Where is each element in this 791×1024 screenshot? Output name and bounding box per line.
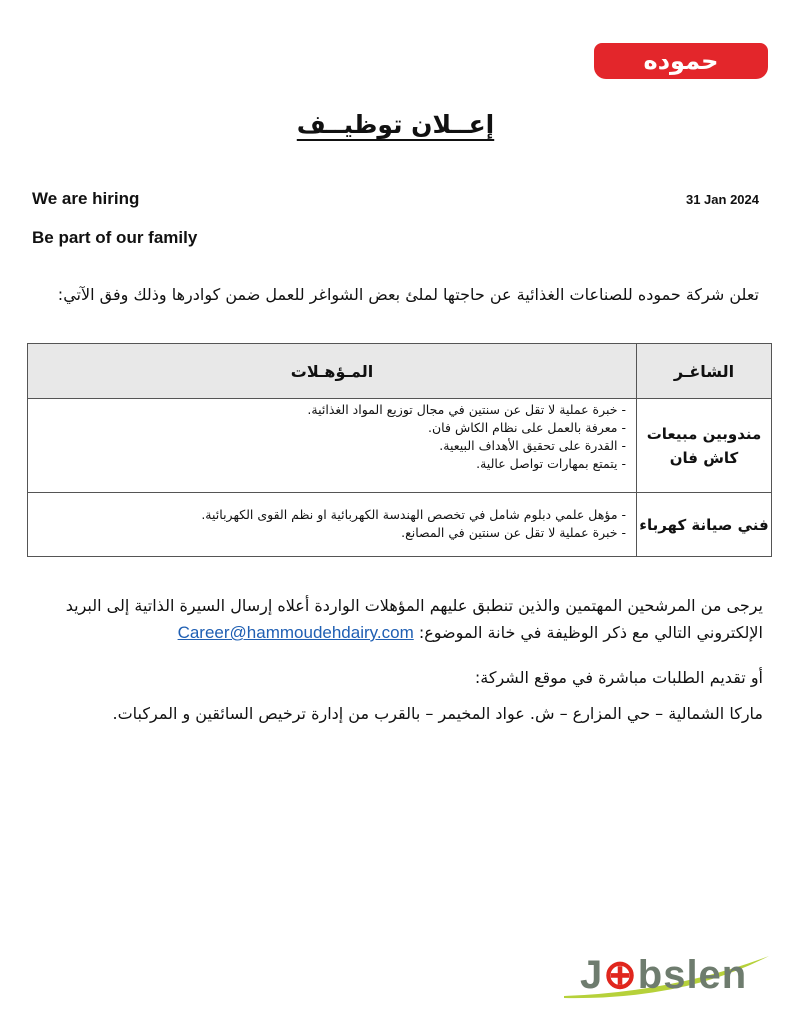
position-title: مندوبين مبيعات [646, 424, 762, 443]
table-row [28, 493, 772, 557]
position-title-line2: كاش فان [669, 448, 739, 467]
watermark-text: J⊕bslen [580, 953, 748, 997]
crosshair-icon: ⊕ [603, 953, 638, 997]
qualification-item: - مؤهل علمي دبلوم شامل في تخصص الهندسة الكهربائية او نظم القوى الكهربائية. [201, 507, 626, 522]
announcement-date: 31 Jan 2024 [685, 192, 759, 207]
position-title: فني صيانة كهرباء [639, 515, 769, 534]
position-cell [637, 399, 772, 493]
qualification-item: - القدرة على تحقيق الأهداف البيعية. [439, 438, 626, 453]
position-cell [637, 493, 772, 557]
company-logo: حموده [594, 43, 768, 79]
direct-apply-text: أو تقديم الطلبات مباشرة في موقع الشركة: [474, 668, 763, 687]
hiring-heading: We are hiring [32, 189, 140, 208]
email-link[interactable]: Career@hammoudehdairy.com [177, 623, 414, 642]
header-qualifications: المـؤهـلات [28, 344, 637, 399]
family-tagline: Be part of our family [32, 228, 198, 247]
qualifications-cell [28, 493, 637, 557]
company-address: ماركا الشمالية – حي المزارع – ش. عواد المخيمر – بالقرب من إدارة ترخيص السائقين و المركبات. [112, 704, 763, 723]
header-position: الشاغـر [637, 344, 772, 399]
apply-line-1: يرجى من المرشحين المهتمين والذين تنطبق عليهم المؤهلات الواردة أعلاه إرسال السيرة الذاتية إلى البريد [65, 596, 763, 615]
intro-paragraph: تعلن شركة حموده للصناعات الغذائية عن حاجتها لملئ بعض الشواغر للعمل ضمن كوادرها وذلك وفق الآتي: [57, 285, 759, 304]
table-header-row [28, 344, 772, 399]
application-instructions [30, 592, 763, 646]
qualification-item: - خبرة عملية لا تقل عن سنتين في المصانع. [401, 525, 626, 540]
page-title: إعــلان توظيــف [296, 110, 495, 139]
table-row [28, 399, 772, 493]
qualification-item: - معرفة بالعمل على نظام الكاش فان. [428, 420, 626, 435]
qualification-item: - خبرة عملية لا تقل عن سنتين في مجال توزيع المواد الغذائية. [307, 402, 626, 417]
apply-line-2 [30, 619, 763, 646]
apply-line-2-text: الإلكتروني التالي مع ذكر الوظيفة في خانة الموضوع: [418, 623, 763, 642]
qualification-item: - يتمتع بمهارات تواصل عالية. [476, 456, 626, 471]
jobsleen-watermark [574, 950, 784, 1002]
qualifications-cell [28, 399, 637, 493]
vacancies-table [27, 343, 772, 557]
